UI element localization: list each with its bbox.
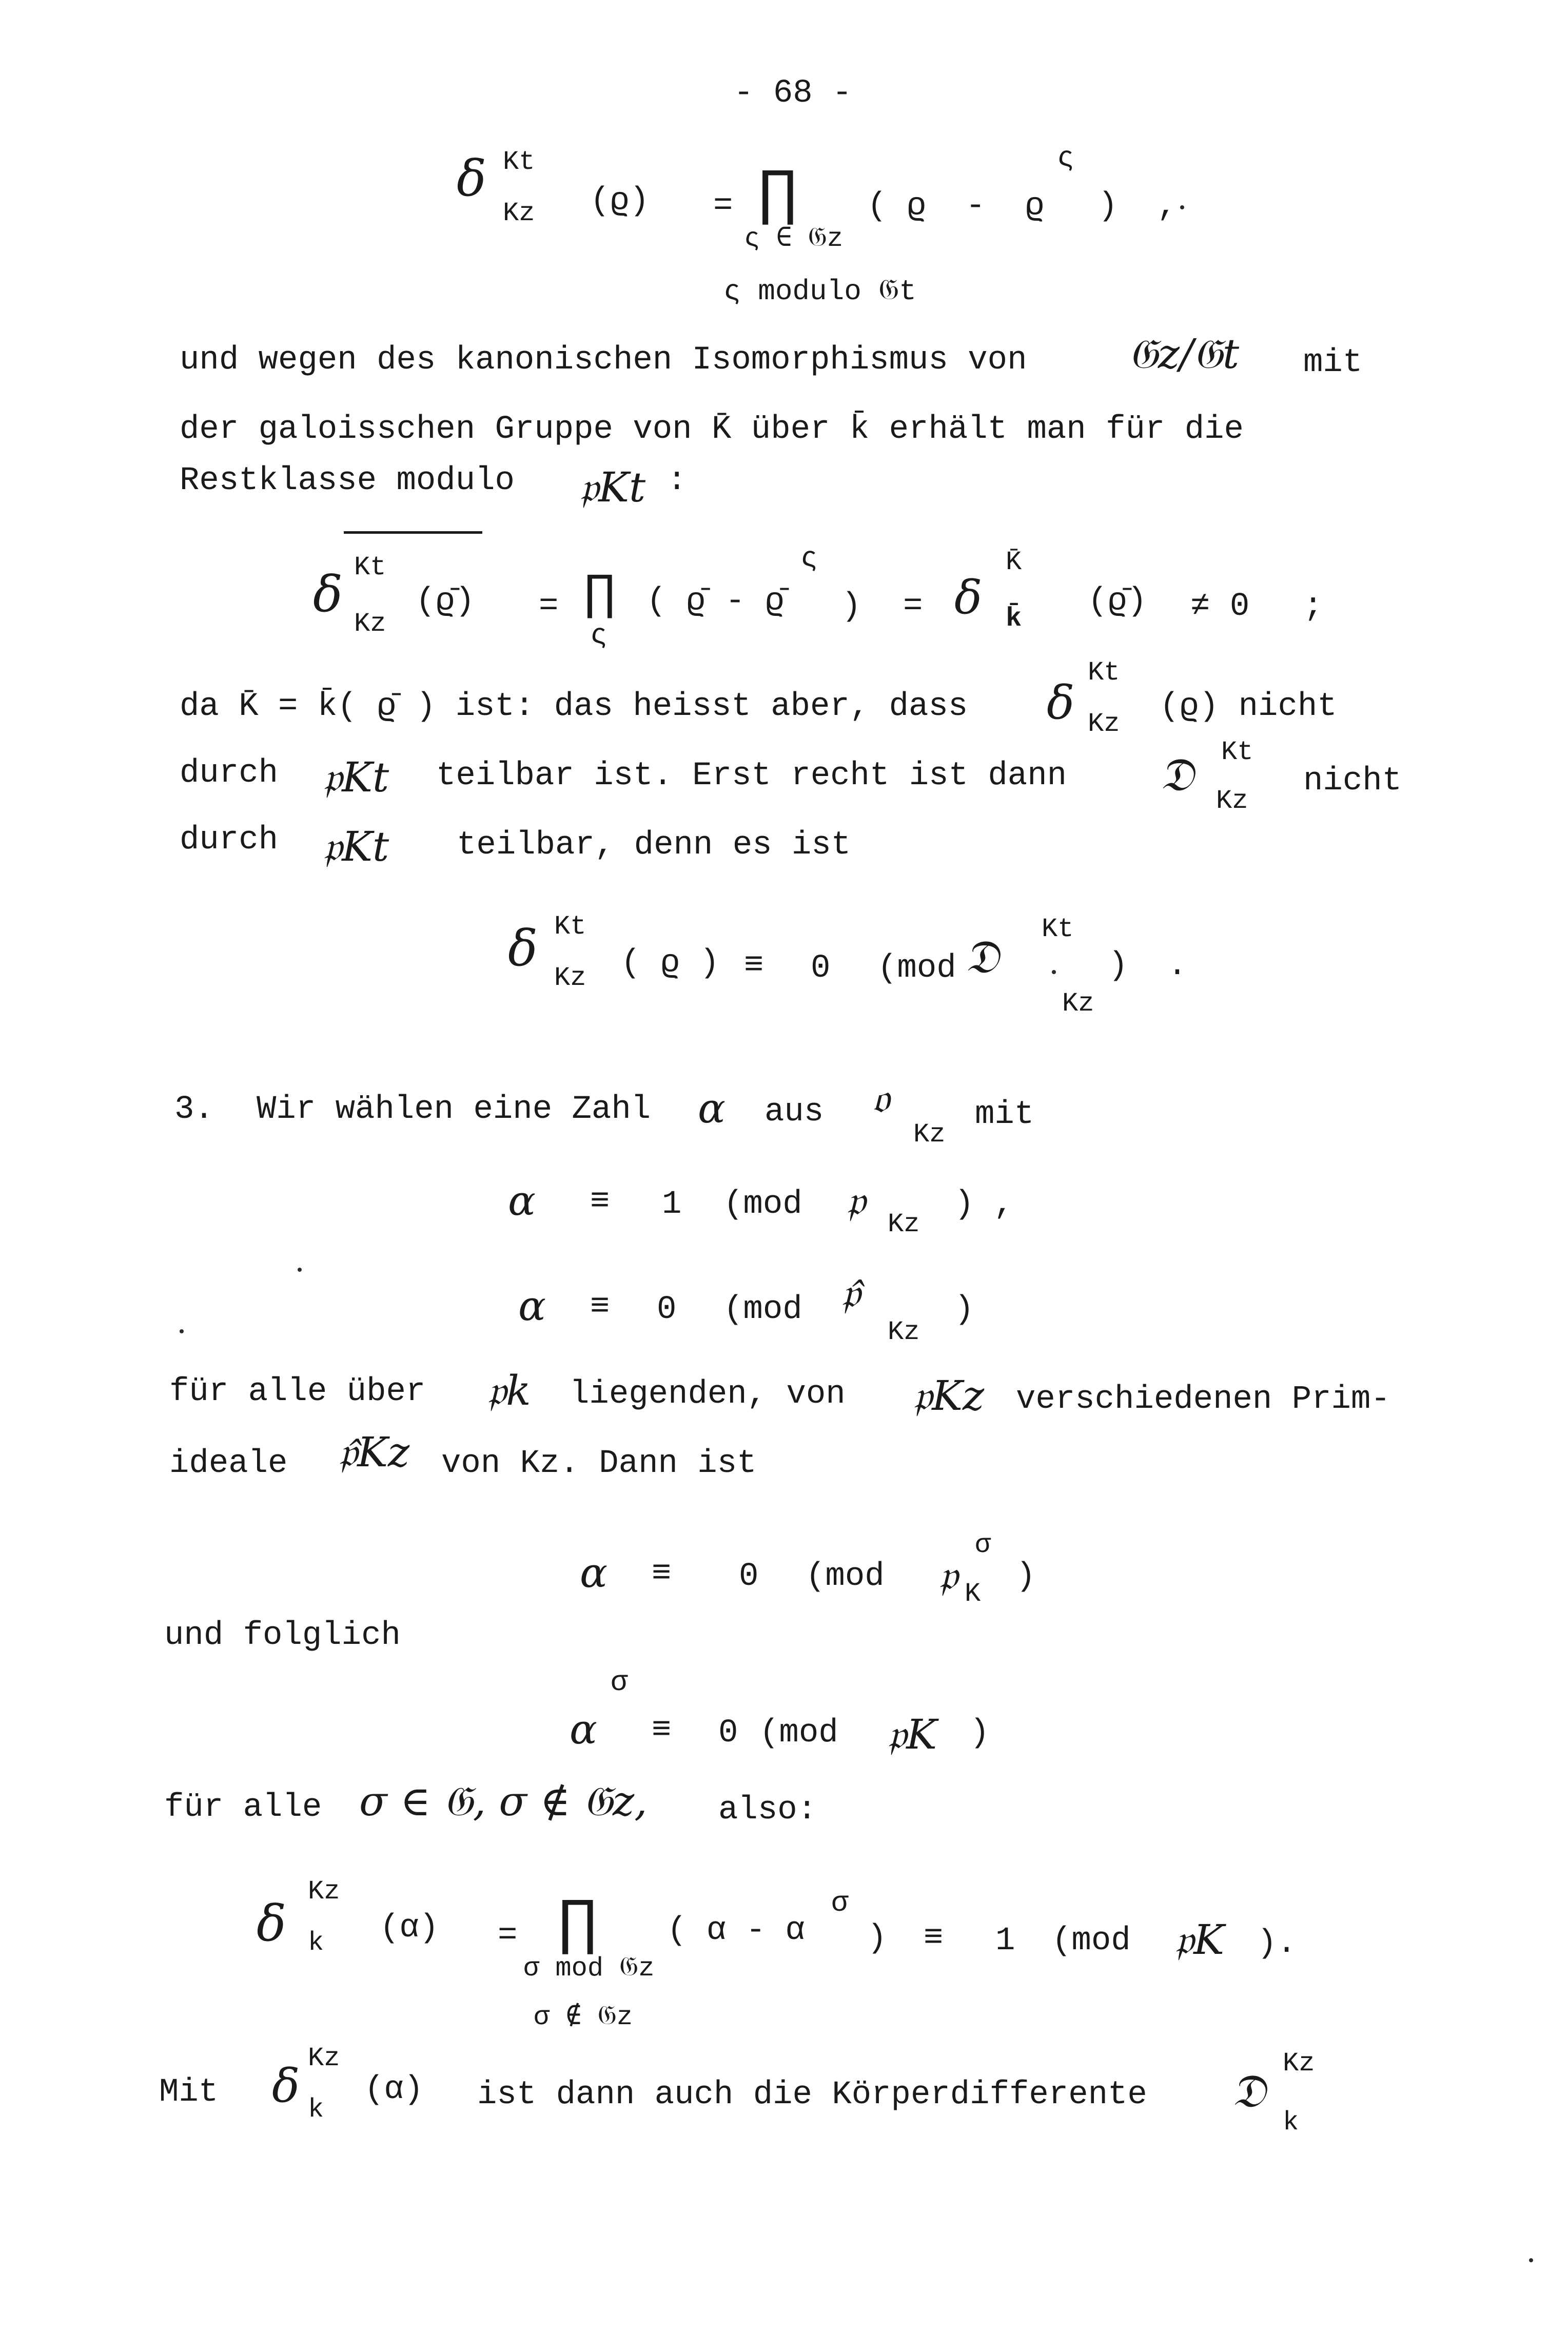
congruent-symbol: ≡ [590,1184,610,1220]
text-line: verschiedenen Prim- [1016,1381,1390,1418]
prime-ideal-symbol: 𝔭K [888,1711,937,1758]
product-symbol: ∏ [585,566,615,622]
eq2-equals: = [539,588,559,625]
speck [1529,2258,1533,2262]
eq4-term-end: ) [867,1920,887,1957]
text-line: nicht [1303,763,1402,800]
speck [180,1329,184,1333]
ring-sub: Kz [913,1119,946,1150]
eq4-value: 1 [995,1923,1015,1960]
text-line: ideale [169,1445,288,1482]
alpha-symbol: α [570,1705,598,1753]
delta-symbol: δ [954,571,983,625]
cong4-end: ) [970,1715,990,1752]
cong4-sup: σ [611,1666,628,1699]
cong1-sub: Kz [888,1209,920,1239]
eq1-equals: = [713,188,733,225]
prime-ideal-hat-symbol: 𝔭̂Kz [339,1428,410,1476]
text-line: ist dann auch die Körperdifferente [477,2077,1147,2113]
text-line: mit [1303,344,1363,381]
congruent-symbol: ≡ [652,1556,672,1593]
eq4-term: ( α - α [667,1912,805,1949]
eq1-arg: (ϱ) [590,183,650,220]
eq2-lhs-sup: Kt [354,552,386,583]
cong1-value: 1 [662,1186,682,1223]
cong3-value: 0 [739,1558,759,1595]
eq4-prod-sub-2: σ ∉ 𝔊z [534,2002,633,2032]
text6-sup: Kz [308,2043,340,2073]
delta-symbol: δ [257,1895,286,1952]
eq2-term: ( ϱ̄ - ϱ̄ [646,583,785,620]
colon: : [667,462,687,499]
eq2-arg: (ϱ̄) [416,583,475,620]
text-line: durch [180,822,279,859]
eq1-lhs-sub: Kz [503,198,535,228]
speck [1052,970,1056,974]
eq1-rhs-end: ) , [1098,188,1177,225]
mod-label: (mod [1052,1923,1131,1960]
prime-ideal-symbol: 𝔭Kt [580,463,646,511]
eq2-term-end: ) [841,588,861,625]
ring-symbol: 𝔬 [872,1074,890,1122]
text-line: liegenden, von [570,1376,846,1413]
page-number: - 68 - [734,75,852,112]
text-line: teilbar ist. Erst recht ist dann [436,758,1067,794]
eq3-mod-sub: Kz [1062,988,1094,1019]
text6-arg: (α) [364,2071,424,2108]
mod-label: (mod [806,1558,885,1595]
eq2-term-sup: ς [800,542,818,575]
alpha-symbol: α [698,1084,726,1132]
text-line: da K̄ = k̄( ϱ̄ ) ist: das heisst aber, dass [180,688,968,725]
different-symbol: 𝔇 [965,930,999,984]
text-line: also: [718,1792,817,1829]
text-line: von Kz. Dann ist [441,1445,757,1482]
different-symbol: 𝔇 [1231,2064,1266,2118]
cong2-end: ) [954,1291,974,1328]
cong3-sup: σ [975,1530,991,1560]
text-line: für alle über [169,1373,426,1410]
different-symbol: 𝔇 [1160,748,1194,802]
text6-sub: k [308,2094,324,2125]
prime-ideal-symbol: 𝔭Kt [323,753,389,801]
group-condition: σ ∈ 𝔊, σ ∉ 𝔊z, [359,1777,648,1825]
text6-d-sub: k [1283,2107,1299,2138]
cong3-sub: K [965,1579,981,1609]
delta-symbol: δ [272,2059,300,2113]
speck [1180,205,1184,209]
delta-symbol: δ [508,920,538,977]
eq1-rhs: ( ϱ - ϱ [867,188,1045,225]
eq4-arg: (α) [380,1910,439,1947]
product-symbol: ∏ [759,160,797,230]
speck [298,1268,302,1272]
delta-symbol: δ [457,150,486,207]
alpha-symbol: α [508,1177,536,1225]
eq1-rhs-sup: ς [1057,142,1074,174]
prime-ideal-symbol: 𝔭 [939,1551,958,1599]
text2-sub: Kz [1088,709,1120,739]
alpha-symbol: α [518,1282,546,1330]
text-line: teilbar, denn es ist [457,827,851,864]
eq2-equals-2: = [903,588,923,625]
prime-ideal-symbol: 𝔭Kz [913,1372,985,1420]
eq3-end: ) . [1108,947,1187,984]
overline-bar [344,531,482,534]
eq3-congruent: ≡ [744,947,764,984]
eq3-lhs-sup: Kt [554,911,586,942]
eq4-prod-sub-1: σ mod 𝔊z [523,1953,655,1984]
eq3-lhs-sub: Kz [554,963,586,993]
product-symbol: ∏ [559,1890,597,1960]
eq1-prod-sub-1: ς ∈ 𝔊z [744,224,844,254]
prime-ideal-symbol: 𝔭K [1175,1916,1225,1964]
eq1-lhs-sup: Kt [503,147,535,177]
eq2-prod-sub: ς [590,619,607,652]
text2-sup: Kt [1088,657,1120,688]
text-line: und wegen des kanonischen Isomorphismus von [180,342,1027,379]
eq2-rhs-arg: (ϱ̄) [1088,583,1147,620]
eq2-lhs-sub: Kz [354,609,386,639]
text6-d-sup: Kz [1283,2048,1315,2079]
cong2-value: 0 [657,1291,677,1328]
text-line: Mit [159,2074,219,2111]
cong2-sub: Kz [888,1317,920,1347]
text-line: mit [975,1096,1034,1133]
eq4-end: ). [1257,1925,1297,1962]
text-line: und folglich [164,1617,401,1654]
congruent-symbol: ≡ [590,1289,610,1326]
eq2-rhs-sub: k̄ [1006,604,1022,634]
eq3-mod-sup: Kt [1042,914,1074,944]
text-line: Restklasse modulo [180,462,515,499]
eq4-lhs-sub: k [308,1928,324,1958]
congruent-symbol: ≡ [652,1712,672,1749]
section-number: 3. [174,1091,214,1128]
galois-quotient: 𝔊z/𝔊t [1129,330,1240,378]
prime-ideal-symbol: 𝔭Kt [323,823,389,870]
eq4-lhs-sup: Kz [308,1876,340,1907]
text-line: aus [765,1094,824,1131]
text-line: (ϱ) nicht [1160,688,1337,725]
mod-label: (mod [723,1291,802,1328]
mod-label: (mod [759,1715,838,1752]
mod-label: (mod [723,1186,802,1223]
congruent-symbol: ≡ [924,1920,944,1957]
cong1-end: ) , [954,1186,1014,1223]
cong4-value: 0 [718,1715,738,1752]
cong3-end: ) [1016,1558,1036,1595]
prime-ideal-hat-symbol: 𝔭̂ [841,1269,860,1317]
eq2-not-equal: ≠ 0 [1190,588,1250,625]
prime-ideal-symbol: 𝔭k [487,1367,531,1414]
text2-d-sup: Kt [1221,737,1253,767]
eq3-zero: 0 [811,950,831,987]
eq1-prod-sub-2: ς modulo 𝔊t [723,275,916,308]
text-line: für alle [164,1789,322,1826]
text2-d-sub: Kz [1216,786,1248,816]
eq3-mod: (mod [877,950,956,987]
eq2-rhs-sup: K̄ [1006,547,1022,577]
eq2-end: ; [1303,588,1323,625]
text-line: durch [180,755,279,792]
alpha-symbol: α [580,1549,608,1597]
eq4-term-sup: σ [831,1887,849,1919]
text-line: der galoisschen Gruppe von K̄ über k̄ erhält man für die [180,411,1244,448]
delta-symbol: δ [1047,676,1075,730]
delta-symbol: δ [313,566,343,623]
eq4-equals: = [498,1917,518,1954]
prime-ideal-symbol: 𝔭 [847,1177,866,1225]
eq3-arg: ( ϱ ) [621,945,720,982]
text-line: Wir wählen eine Zahl [257,1091,651,1128]
